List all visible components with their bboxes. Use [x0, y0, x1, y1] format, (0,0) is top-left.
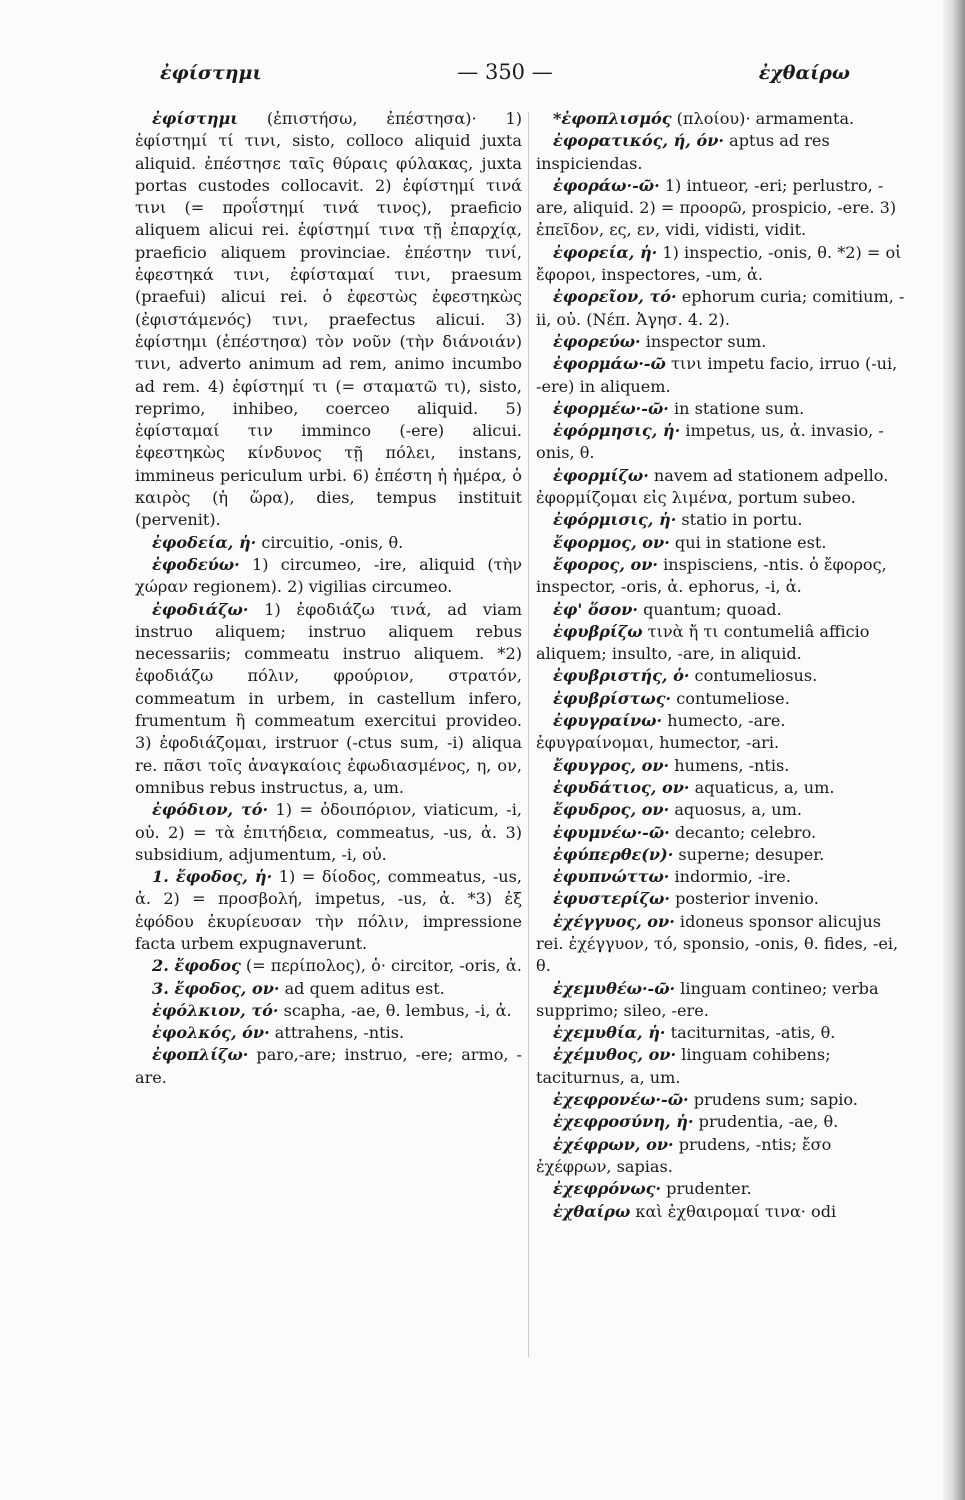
entry-definition: indormio, -ire.: [669, 867, 791, 887]
entry-definition: statio in portu.: [676, 510, 803, 530]
entry-headword: ἔφορμος, ον·: [553, 532, 670, 552]
dictionary-entry: [536, 108, 906, 130]
entry-headword: ἐφ' ὅσον·: [553, 599, 638, 619]
dictionary-entry: [135, 1022, 522, 1044]
entry-headword: ἐφοπλίζω·: [152, 1045, 249, 1065]
entry-definition: decanto; celebro.: [669, 822, 817, 842]
dictionary-entry: [135, 532, 522, 554]
entry-definition: τινὰ ἤ τι contumeliâ afficio aliquem; insulto, -are, in aliquid.: [536, 621, 870, 664]
entry-definition: attrahens, -ntis.: [269, 1023, 405, 1043]
entry-definition: qui in statione est.: [669, 532, 827, 552]
entry-headword: ἐφοδιάζω·: [152, 599, 249, 619]
dictionary-entry: [536, 509, 906, 531]
entry-definition: (ἐπιστήσω, ἐπέστησα)· 1) ἐφίστημί τί τινι, sisto, colloco aliquid juxta aliquid. ἐπέστησε ταῖς θύραις φύλακας, juxta portas custodes collocavit. 2) ἐφίστημί τινά τινι (= προΐστημί τινά τινος), praeficio aliquem alicui rei. ἐφίστημί τινα τῇ ἐπαρχίᾳ, praeficio aliquem provinciae. ἐπέστην τινί, ἐφεστηκά τινι, ἐφίσταμαί τινι, praesum (praefui) alicui rei. ὁ ἐφεστὼς ἐφεστηκὼς (ἐφιστάμενός) τινι, praefectus alicui. 3) ἐφίστημι (ἐπέστησα) τὸν νοῦν (τὴν διάνοιάν) τινι, adverto animum ad rem, animo incumbo ad rem. 4) ἐφίστημί τι (= σταματῶ τι), sisto, reprimo, inhibeo, coerceo aliquid. 5) ἐφίσταμαί τιν imminco (-ere) alicui. ἐφεστηκὼς κίνδυνος τῇ πόλει, instans, immineus periculum urbi. 6) ἐπέστη ἡ ἡμέρα, ὁ καιρὸς (ἡ ὥρα), dies, tempus instituit (pervenit).: [135, 109, 522, 530]
entry-headword: ἐφορατικός, ή, όν·: [553, 131, 724, 151]
dictionary-entry: [135, 599, 522, 800]
entry-headword: ἐφόλκιον, τό·: [152, 1000, 279, 1020]
entry-definition: idoneus sponsor alicujus rei. ἐχέγγυον, τό, sponsio, -onis, θ. fides, -ei, θ.: [536, 911, 899, 976]
header-right-guide-word: ἐχθαίρω: [758, 62, 850, 84]
entry-definition: aquosus, a, um.: [669, 800, 802, 820]
entry-headword: ἐφορμέω·-ῶ·: [553, 398, 669, 418]
dictionary-entry: [536, 242, 906, 287]
entry-headword: ἐφορμάω·-ῶ: [553, 354, 666, 374]
dictionary-entry: [536, 532, 906, 554]
entry-definition: posterior invenio.: [669, 889, 819, 909]
entry-headword: ἔφορος, ον·: [553, 554, 659, 574]
dictionary-entry: [135, 978, 522, 1000]
entry-definition: humens, -ntis.: [669, 755, 790, 775]
dictionary-entry: [536, 1178, 906, 1200]
entry-headword: ἐφυστερίζω·: [553, 889, 670, 909]
entry-definition: prudentia, -ae, θ.: [693, 1112, 839, 1132]
dictionary-entry: [536, 665, 906, 687]
header-left-guide-word: ἐφίστημι: [160, 62, 262, 84]
dictionary-entry: [135, 108, 522, 532]
dictionary-entry: [536, 844, 906, 866]
dictionary-entry: [536, 130, 906, 175]
dictionary-entry: [536, 1089, 906, 1111]
entry-definition: aquaticus, a, um.: [689, 777, 835, 797]
entry-headword: *ἐφοπλισμός: [553, 109, 672, 128]
entry-definition: prudens sum; sapio.: [688, 1090, 858, 1110]
column-divider: [528, 112, 529, 1357]
entry-headword: ἐφορμίζω·: [553, 465, 649, 485]
entry-headword: ἐφυπνώττω·: [553, 867, 670, 887]
dictionary-entry: [135, 799, 522, 866]
entry-headword: ἐχέφρων, ον·: [553, 1134, 674, 1154]
entry-headword: ἐφυδάτιος, ον·: [553, 777, 690, 797]
dictionary-entry: [135, 955, 522, 977]
dictionary-entry: [536, 822, 906, 844]
dictionary-entry: [536, 688, 906, 710]
entry-definition: (= περίπολος), ὁ· circitor, -oris, ἀ.: [240, 956, 522, 976]
dictionary-entry: [536, 420, 906, 465]
dictionary-entry: [536, 777, 906, 799]
dictionary-entry: [135, 1000, 522, 1022]
entry-definition: 1) inspectio, -onis, θ. *2) = οἱ ἔφοροι, inspectores, -um, ἀ.: [536, 242, 902, 285]
entry-headword: ἔφυγρος, ον·: [553, 755, 670, 775]
entry-definition: καὶ ἐχθαιρομαί τινα· odi: [630, 1201, 837, 1221]
entry-definition: taciturnitas, -atis, θ.: [665, 1023, 836, 1043]
entry-headword: ἐφυμνέω·-ῶ·: [553, 822, 670, 842]
entry-headword: ἐφορεία, ἡ·: [553, 242, 658, 262]
entry-definition: impetus, us, ἀ. invasio, -onis, θ.: [536, 421, 884, 463]
dictionary-entry: [536, 866, 906, 888]
entry-headword: ἐφόρμισις, ἡ·: [553, 510, 677, 530]
dictionary-entry: [135, 866, 522, 955]
dictionary-entry: [536, 465, 906, 510]
entry-definition: ad quem aditus est.: [279, 978, 445, 998]
entry-headword: ἐφυβρίστως·: [553, 688, 672, 708]
entry-headword: ἐφόρμησις, ἡ·: [553, 421, 681, 441]
dictionary-entry: [536, 710, 906, 755]
entry-headword: ἐχεφρονέω·-ῶ·: [553, 1090, 689, 1110]
dictionary-entry: [536, 911, 906, 978]
entry-headword: ἐφοδεία, ἡ·: [152, 532, 257, 552]
entry-definition: superne; desuper.: [673, 844, 825, 864]
entry-headword: ἐφορεῖον, τό·: [553, 287, 677, 307]
book-binding-shadow: [943, 0, 965, 1500]
entry-definition: quantum; quoad.: [637, 599, 782, 619]
entry-headword: ἐχθαίρω: [553, 1201, 631, 1221]
entry-headword: 1. ἔφοδος, ἡ·: [152, 867, 273, 887]
entry-headword: ἐφυβρίζω: [553, 621, 643, 641]
entry-definition: 1) ἐφοδιάζω τινά, ad viam instruo aliquem; instruo aliquem rebus necessariis; commeatu instruo aliquem. *2) ἐφοδιάζω πόλιν, φρούριον, στρατόν, commeatum in urbem, in castellum infero, frumentum ἢ commeatum exercitui provideo. 3) ἐφοδιάζομαι, irstruor (-ctus sum, -i) aliqua re. πᾶσι τοῖς ἀναγκαίοις ἐφωδιασμένος, η, ον, omnibus rebus instructus, a, um.: [135, 599, 522, 797]
entry-definition: prudenter.: [661, 1179, 752, 1199]
dictionary-entry: [135, 1044, 522, 1089]
dictionary-entry: [536, 1022, 906, 1044]
entry-definition: 1) circumeo, -ire, aliquid (τὴν χώραν regionem). 2) vigilias circumeo.: [135, 554, 522, 597]
entry-definition: prudens, -ntis; ἔσο ἐχέφρων, sapias.: [536, 1134, 832, 1176]
entry-headword: ἔφυδρος, ον·: [553, 800, 670, 820]
entry-definition: contumeliose.: [671, 688, 790, 708]
entry-headword: ἐφυβριστής, ὁ·: [553, 666, 690, 686]
entry-headword: ἐχεφροσύνη, ἡ·: [553, 1112, 694, 1132]
entry-definition: contumeliosus.: [689, 666, 818, 686]
entry-definition: navem ad stationem adpello. ἐφορμίζομαι εἰς λιμένα, portum subeo.: [536, 465, 889, 508]
entry-headword: ἐχεμυθέω·-ῶ·: [553, 978, 676, 998]
entry-definition: circuitio, -onis, θ.: [256, 532, 404, 552]
entry-headword: 2. ἔφοδος: [152, 956, 241, 976]
entry-headword: ἐφύπερθε(ν)·: [553, 844, 674, 864]
dictionary-entry: [536, 978, 906, 1023]
entry-headword: ἐφορεύω·: [553, 331, 641, 351]
entry-headword: ἐφολκός, όν·: [152, 1023, 270, 1043]
entry-definition: ephorum curia; comitium, -ii, οὐ. (Νέπ. Ἀγησ. 4. 2).: [536, 287, 905, 329]
dictionary-entry: [536, 554, 906, 599]
entry-definition: inspisciens, -ntis. ὁ ἔφορος, inspector, -oris, ἀ. ephorus, -i, ἀ.: [536, 554, 887, 597]
entry-headword: ἐφοδεύω·: [152, 554, 240, 574]
entry-definition: scapha, -ae, θ. lembus, -i, ἀ.: [278, 1000, 512, 1020]
dictionary-entry: [536, 1044, 906, 1089]
entry-headword: 3. ἔφοδος, ον·: [152, 978, 280, 998]
left-column: [135, 108, 522, 1089]
entry-definition: paro,-are; instruo, -ere; armo, -are.: [135, 1045, 522, 1087]
entry-headword: ἐχεφρόνως·: [553, 1179, 662, 1199]
entry-definition: inspector sum.: [640, 331, 767, 351]
page-header: [160, 58, 850, 94]
entry-headword: ἐφοράω·-ῶ·: [553, 175, 660, 195]
dictionary-entry: [536, 621, 906, 666]
entry-headword: ἐφυγραίνω·: [553, 711, 663, 731]
dictionary-entry: [536, 398, 906, 420]
entry-headword: ἐχέμυθος, ον·: [553, 1045, 677, 1065]
entry-headword: ἐφόδιον, τό·: [152, 800, 269, 820]
dictionary-entry: [536, 1201, 906, 1223]
dictionary-entry: [135, 554, 522, 599]
dictionary-entry: [536, 353, 906, 398]
entry-headword: ἐχεμυθία, ἡ·: [553, 1023, 666, 1043]
entry-headword: ἐχέγγυος, ον·: [553, 911, 675, 931]
right-column: [536, 108, 906, 1223]
dictionary-entry: [536, 799, 906, 821]
entry-definition: 1) intueor, -eri; perlustro, -are, aliquid. 2) = προορῶ, prospicio, -ere. 3) ἐπεῖδον, ες, εν, vidi, vidisti, vidit.: [536, 175, 897, 240]
dictionary-entry: [536, 1111, 906, 1133]
page-number: — 350 —: [457, 60, 553, 84]
entry-definition: 1) = ὁδοιπόριον, viaticum, -i, οὐ. 2) = τὰ ἐπιτήδεια, commeatus, -us, ἀ. 3) subsidium, adjumentum, -i, οὐ.: [135, 800, 523, 864]
entry-definition: in statione sum.: [668, 398, 805, 418]
entry-definition: humecto, -are. ἐφυγραίνομαι, humector, -ari.: [536, 711, 786, 753]
dictionary-entry: [536, 286, 906, 331]
dictionary-entry: [536, 599, 906, 621]
entry-definition: linguam contineo; verba supprimo; sileo, -ere.: [536, 978, 879, 1020]
entry-headword: ἐφίστημι: [152, 109, 239, 128]
entry-definition: aptus ad res inspiciendas.: [536, 131, 830, 173]
dictionary-entry: [536, 175, 906, 242]
dictionary-entry: [536, 331, 906, 353]
entry-definition: τινι impetu facio, irruo (-ui, -ere) in aliquem.: [536, 354, 898, 396]
entry-definition: linguam cohibens; taciturnus, a, um.: [536, 1045, 831, 1087]
entry-definition: (πλοίου)· armamenta.: [671, 109, 855, 128]
dictionary-entry: [536, 1134, 906, 1179]
entry-definition: 1) = δίοδος, commeatus, -us, ἀ. 2) = προσβολή, impetus, -us, ἀ. *3) ἐξ ἐφόδου ἐκυρίευσαν τὴν πόλιν, impressione facta urbem expugnaverunt.: [135, 867, 522, 953]
dictionary-entry: [536, 888, 906, 910]
dictionary-entry: [536, 755, 906, 777]
